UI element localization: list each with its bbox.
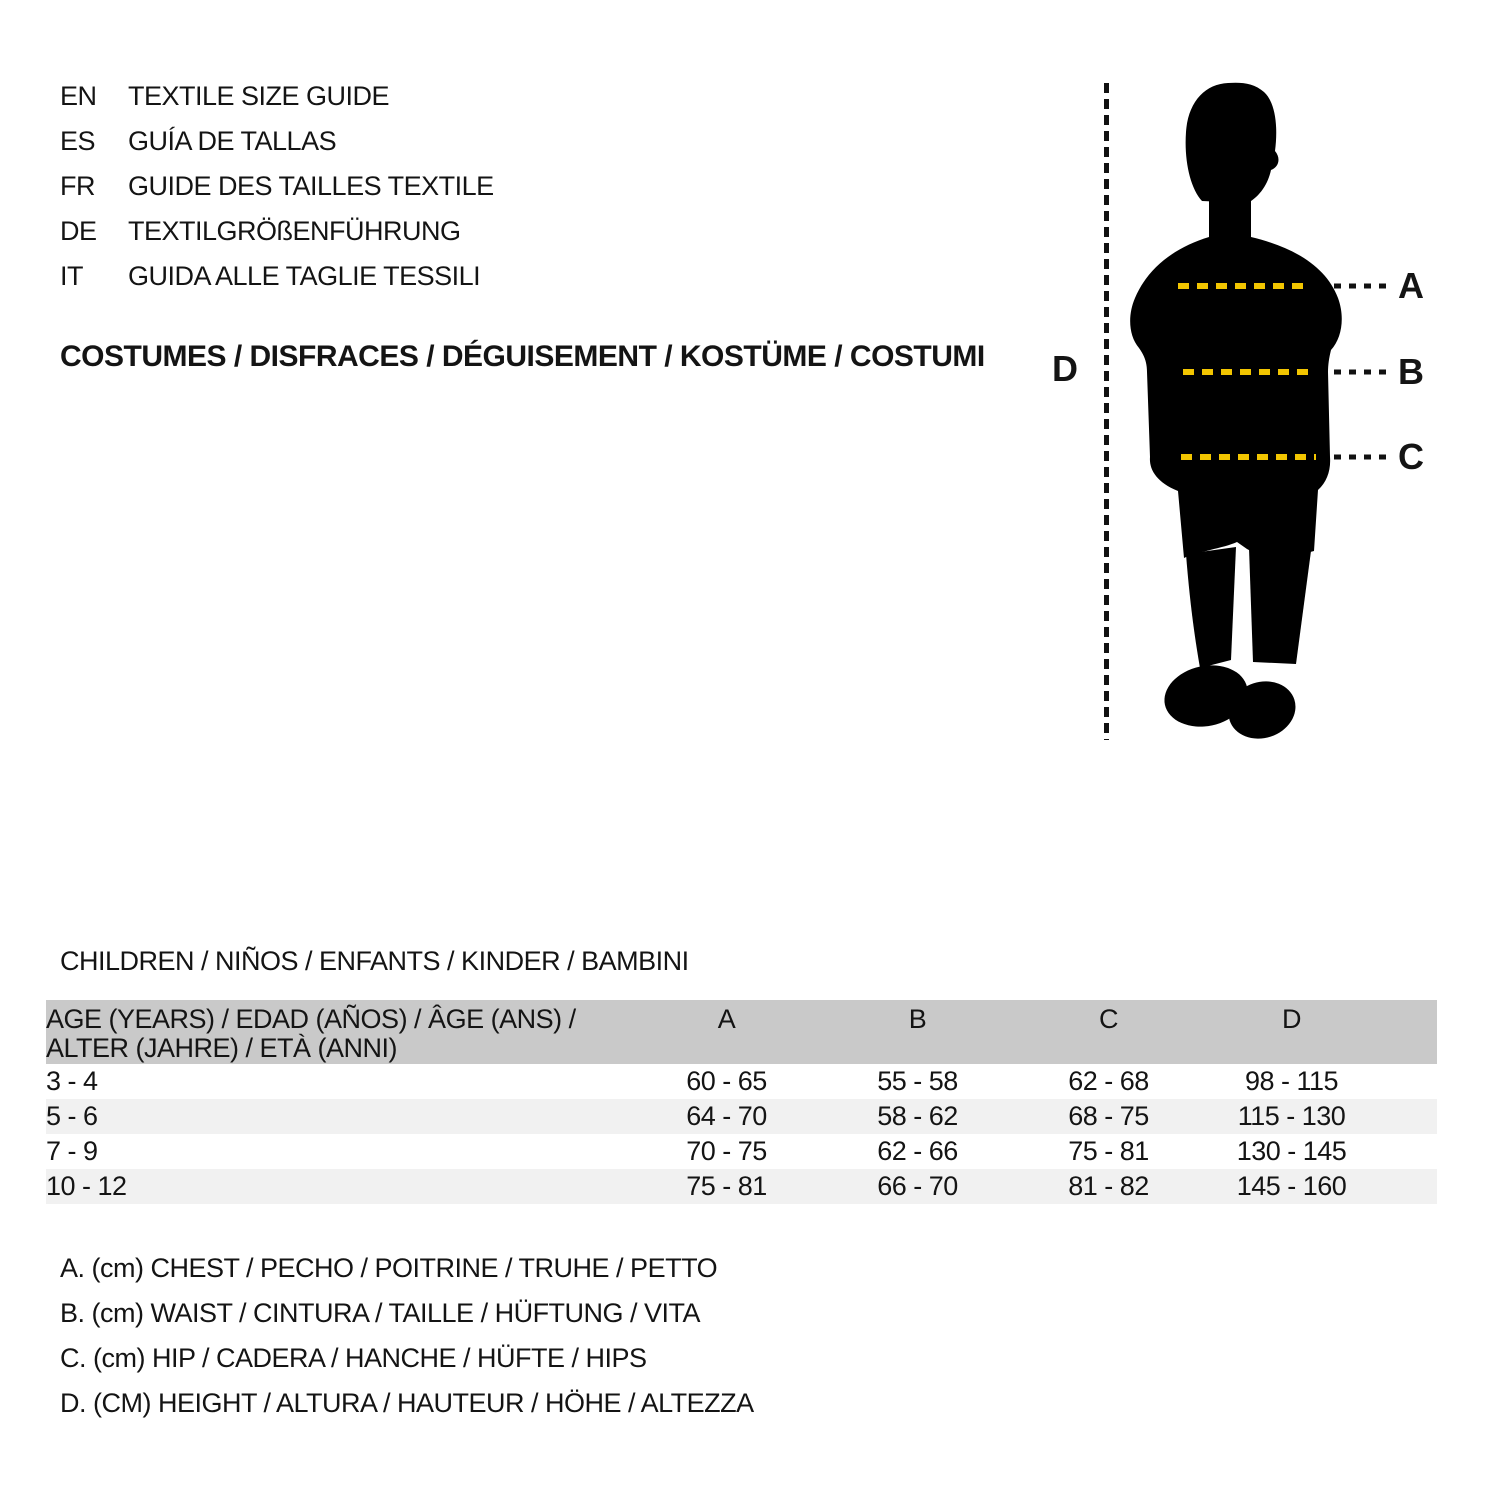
chest-range: 60 - 65 bbox=[631, 1064, 822, 1099]
legend-waist: B. (cm) WAIST / CINTURA / TAILLE / HÜFTUNG / VITA bbox=[60, 1298, 701, 1328]
chest-range: 70 - 75 bbox=[631, 1134, 822, 1169]
filler-cell bbox=[1379, 1169, 1437, 1204]
hip-range: 62 - 68 bbox=[1013, 1064, 1204, 1099]
size-table bbox=[46, 1000, 1437, 1204]
column-header-b: B bbox=[822, 1000, 1013, 1064]
language-row-es bbox=[60, 119, 494, 164]
filler-cell bbox=[1379, 1134, 1437, 1169]
category-heading: COSTUMES / DISFRACES / DÉGUISEMENT / KOSTÜME / COSTUMI bbox=[60, 340, 985, 373]
table-row bbox=[46, 1169, 1437, 1204]
waist-range: 62 - 66 bbox=[822, 1134, 1013, 1169]
table-header-row bbox=[46, 1000, 1437, 1064]
column-header-c: C bbox=[1013, 1000, 1204, 1064]
height-range: 145 - 160 bbox=[1204, 1169, 1379, 1204]
language-title: TEXTILGRÖßENFÜHRUNG bbox=[128, 216, 461, 246]
column-header-d: D bbox=[1204, 1000, 1379, 1064]
waist-range: 55 - 58 bbox=[822, 1064, 1013, 1099]
language-row-de bbox=[60, 209, 494, 254]
language-row-it bbox=[60, 254, 494, 299]
language-code: EN bbox=[60, 81, 97, 111]
height-range: 98 - 115 bbox=[1204, 1064, 1379, 1099]
hip-label: C bbox=[1398, 436, 1424, 477]
column-header-a: A bbox=[631, 1000, 822, 1064]
language-title: GUIDE DES TAILLES TEXTILE bbox=[128, 171, 494, 201]
hip-range: 81 - 82 bbox=[1013, 1169, 1204, 1204]
height-range: 115 - 130 bbox=[1204, 1099, 1379, 1134]
age-value: 5 - 6 bbox=[46, 1099, 631, 1134]
measurement-legend bbox=[60, 1246, 754, 1426]
age-value: 3 - 4 bbox=[46, 1064, 631, 1099]
age-header-line2: ALTER (JAHRE) / ETÀ (ANNI) bbox=[46, 1033, 398, 1063]
legend-hip: C. (cm) HIP / CADERA / HANCHE / HÜFTE / HIPS bbox=[60, 1343, 647, 1373]
language-title-list bbox=[60, 74, 494, 299]
language-code: ES bbox=[60, 126, 96, 156]
age-header-line1: AGE (YEARS) / EDAD (AÑOS) / ÂGE (ANS) / bbox=[46, 1004, 576, 1034]
table-section-title: CHILDREN / NIÑOS / ENFANTS / KINDER / BAMBINI bbox=[60, 946, 689, 976]
hip-range: 75 - 81 bbox=[1013, 1134, 1204, 1169]
language-title: TEXTILE SIZE GUIDE bbox=[128, 81, 390, 111]
chest-range: 75 - 81 bbox=[631, 1169, 822, 1204]
hip-range: 68 - 75 bbox=[1013, 1099, 1204, 1134]
language-row-en bbox=[60, 74, 494, 119]
language-code: DE bbox=[60, 216, 97, 246]
column-header-filler bbox=[1379, 1000, 1437, 1064]
age-value: 7 - 9 bbox=[46, 1134, 631, 1169]
age-value: 10 - 12 bbox=[46, 1169, 631, 1204]
language-title: GUÍA DE TALLAS bbox=[128, 126, 337, 156]
height-label: D bbox=[1052, 348, 1078, 389]
language-row-fr bbox=[60, 164, 494, 209]
language-code: FR bbox=[60, 171, 95, 201]
chest-label: A bbox=[1398, 265, 1424, 306]
age-column-header bbox=[46, 1000, 631, 1064]
filler-cell bbox=[1379, 1099, 1437, 1134]
filler-cell bbox=[1379, 1064, 1437, 1099]
language-title: GUIDA ALLE TAGLIE TESSILI bbox=[128, 261, 481, 291]
legend-height: D. (CM) HEIGHT / ALTURA / HAUTEUR / HÖHE / ALTEZZA bbox=[60, 1388, 754, 1418]
legend-chest: A. (cm) CHEST / PECHO / POITRINE / TRUHE / PETTO bbox=[60, 1253, 718, 1283]
table-row bbox=[46, 1134, 1437, 1169]
height-range: 130 - 145 bbox=[1204, 1134, 1379, 1169]
waist-range: 58 - 62 bbox=[822, 1099, 1013, 1134]
table-row bbox=[46, 1064, 1437, 1099]
language-code: IT bbox=[60, 261, 83, 291]
chest-range: 64 - 70 bbox=[631, 1099, 822, 1134]
waist-label: B bbox=[1398, 351, 1424, 392]
size-table-container bbox=[46, 1000, 1437, 1204]
child-silhouette-icon bbox=[1040, 75, 1460, 745]
waist-range: 66 - 70 bbox=[822, 1169, 1013, 1204]
table-row bbox=[46, 1099, 1437, 1134]
